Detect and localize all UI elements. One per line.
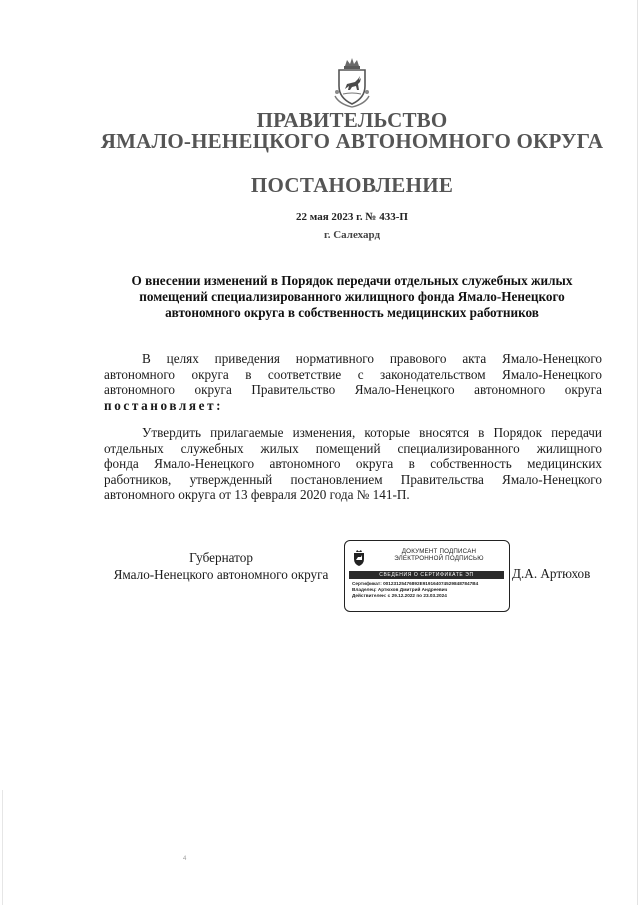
yamal-coat-of-arms-icon <box>333 56 371 108</box>
decree-word: постановляет: <box>104 397 224 413</box>
signatory-name: Д.А. Артюхов <box>512 566 591 581</box>
preamble-paragraph <box>104 351 602 413</box>
document-city: г. Салехард <box>323 229 381 241</box>
document-type: ПОСТАНОВЛЕНИЕ <box>250 173 454 197</box>
esig-header-line: ДОКУМЕНТ ПОДПИСАН <box>401 548 477 555</box>
paragraph-line: В целях приведения нормативного правового акта Ямало-Ненецкого <box>142 351 602 366</box>
paragraph-line: Утвердить прилагаемые изменения, которые вносятся в Порядок передачи <box>142 425 602 440</box>
document-date-number: 22 мая 2023 г. № 433-П <box>296 211 408 223</box>
electronic-signature-stamp <box>344 540 510 612</box>
paragraph-line: фонда Ямало-Ненецкого автономного округа в собственность медицинских <box>104 456 602 472</box>
paragraph-line: автономного округа Правительство Ямало-Ненецкого автономного округа <box>104 382 602 398</box>
operative-paragraph <box>104 425 602 503</box>
paragraph-line: работников, утвержденный постановлением Правительства Ямало-Ненецкого <box>104 471 602 487</box>
esig-certificate-band: СВЕДЕНИЯ О СЕРТИФИКАТЕ ЭП <box>349 571 504 579</box>
page-edge-left <box>2 790 3 905</box>
esig-certificate: Сертификат: 00123125476892E9191640745298487847B4 <box>352 581 479 586</box>
subject-line: О внесении изменений в Порядок передачи отдельных служебных жилых <box>131 273 573 288</box>
paragraph-line: отдельных служебных жилых помещений специализированного жилищного <box>104 440 602 456</box>
esig-header-line: ЭЛЕКТРОННОЙ ПОДПИСЬЮ <box>394 555 484 563</box>
paragraph-line: автономного округа в соответствие с законодательством Ямало-Ненецкого <box>104 366 602 382</box>
government-title-line2: ЯМАЛО-НЕНЕЦКОГО АВТОНОМНОГО ОКРУГА <box>100 129 604 153</box>
signatory-title-region: Ямало-Ненецкого автономного округа <box>113 567 329 582</box>
signatory-title: Губернатор <box>189 550 253 565</box>
esig-details <box>352 581 507 600</box>
page-mark: 4 <box>183 856 187 862</box>
esig-header <box>373 548 505 563</box>
paragraph-line: автономного округа от 13 февраля 2020 года № 141-П. <box>104 487 410 503</box>
document-subject <box>98 273 606 321</box>
esig-validity: Действителен: с 29.12.2022 по 23.03.2024 <box>352 593 447 599</box>
government-title-line1: ПРАВИТЕЛЬСТВО <box>256 108 448 132</box>
subject-line: автономного округа в собственность медицинских работников <box>165 305 539 320</box>
subject-line: помещений специализированного жилищного фонда Ямало-Ненецкого <box>139 289 565 304</box>
coat-of-arms-small-icon <box>352 549 366 567</box>
esig-owner: Владелец: Артюхов Дмитрий Андреевич <box>352 587 448 593</box>
